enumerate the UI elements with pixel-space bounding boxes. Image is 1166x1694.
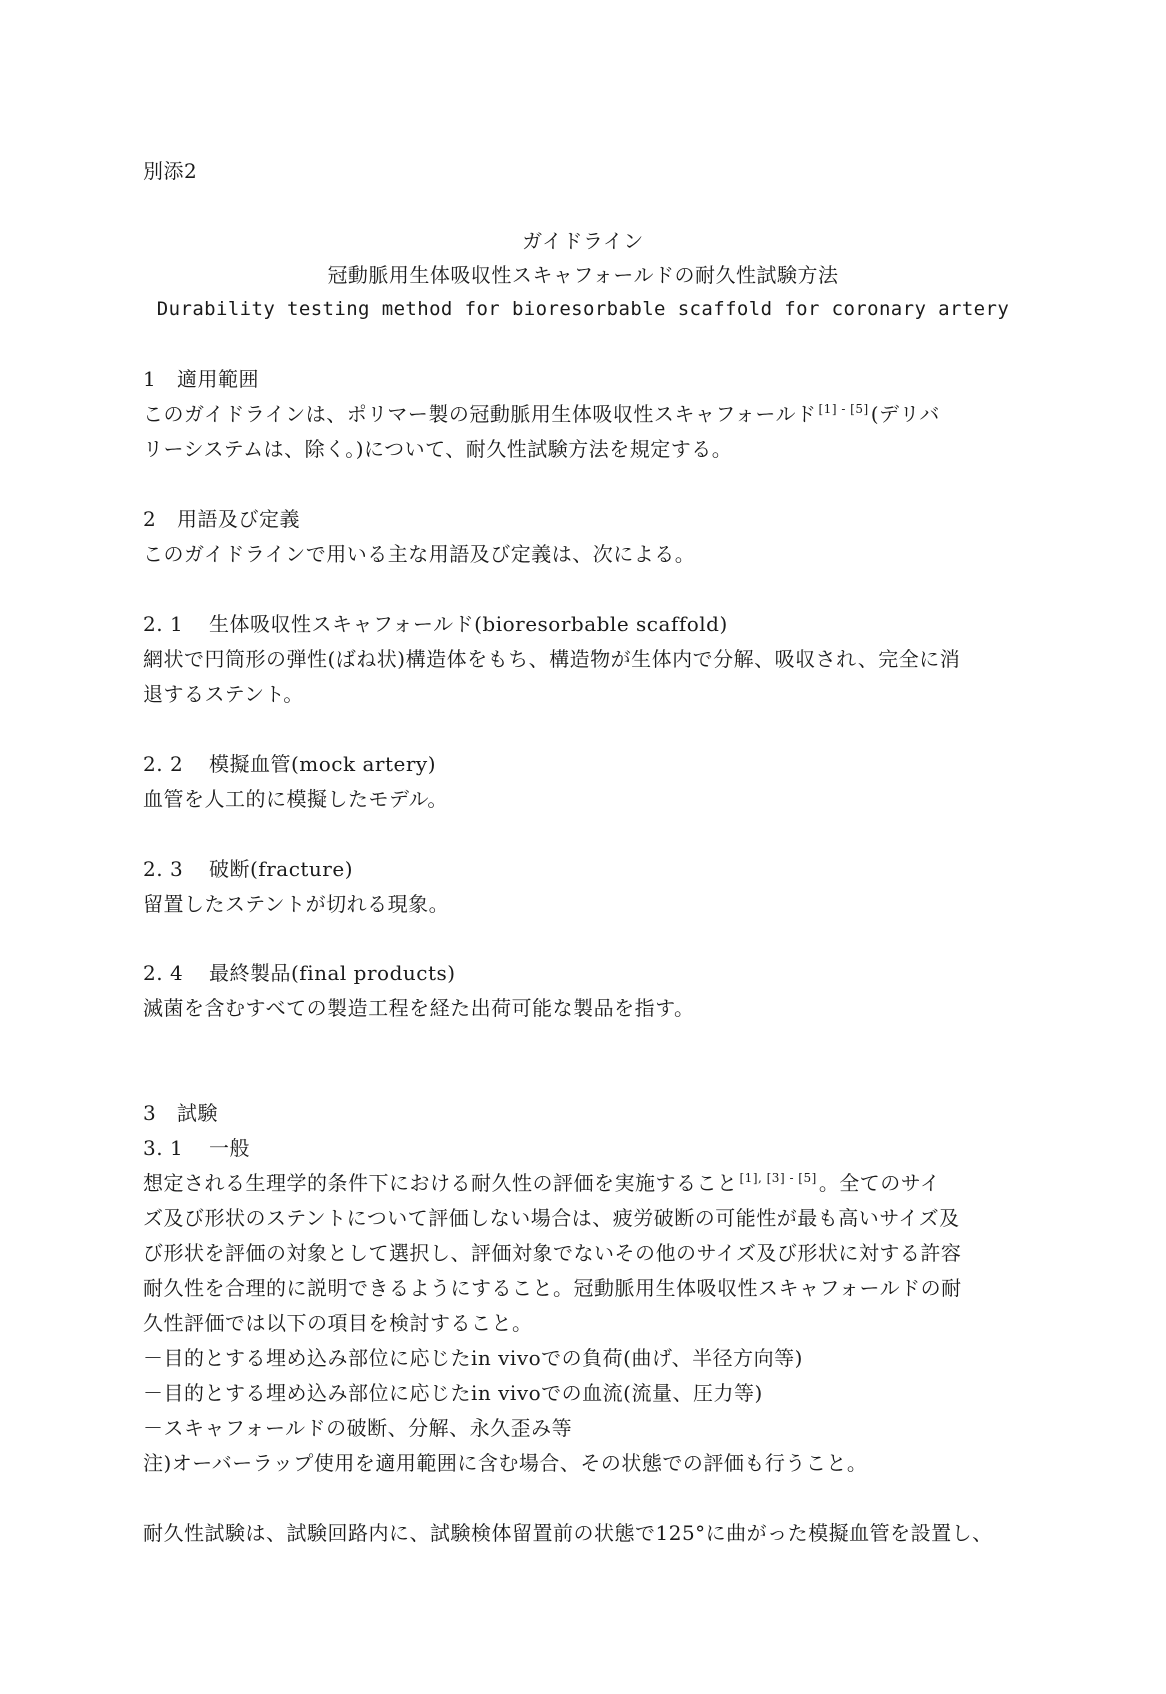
section-title: 試験 [177, 1101, 218, 1125]
subsection-title: 一般 [209, 1136, 250, 1160]
term-number: 2. 1 [143, 612, 184, 636]
section-number: 3 [143, 1101, 157, 1125]
subsection-number: 3. 1 [143, 1136, 184, 1160]
term-number: 2. 4 [143, 961, 184, 985]
paragraph-line [143, 401, 940, 427]
term-title: 破断(fracture) [209, 857, 354, 881]
term-definition: 網状で円筒形の弾性(ばね状)構造体をもち、構造物が生体内で分解、吸収され、完全に消 [143, 647, 961, 671]
term-definition: 留置したステントが切れる現象。 [143, 892, 450, 916]
term-definition: 退するステント。 [143, 682, 304, 706]
section-number: 2 [143, 507, 157, 531]
section-title: 用語及び定義 [177, 507, 300, 531]
section-2-heading [143, 506, 300, 532]
term-heading [143, 611, 728, 637]
attachment-label: 別添2 [143, 159, 198, 183]
term-number: 2. 2 [143, 752, 184, 776]
subsection-heading [143, 1135, 250, 1161]
term-title: 生体吸収性スキャフォールド(bioresorbable scaffold) [209, 612, 728, 636]
paragraph-line: 耐久性試験は、試験回路内に、試験検体留置前の状態で125°に曲がった模擬血管を設置し、 [143, 1521, 993, 1545]
paragraph-line: このガイドラインで用いる主な用語及び定義は、次による。 [143, 542, 696, 566]
text: 。全てのサイ [818, 1171, 941, 1195]
term-definition: 滅菌を含むすべての製造工程を経た出荷可能な製品を指す。 [143, 996, 695, 1020]
note: 注)オーバーラップ使用を適用範囲に含む場合、その状態での評価も行うこと。 [143, 1451, 868, 1475]
paragraph-line: 耐久性を合理的に説明できるようにすること。冠動脈用生体吸収性スキャフォールドの耐 [143, 1276, 962, 1300]
section-title: 適用範囲 [177, 367, 259, 391]
text: このガイドラインは、ポリマー製の冠動脈用生体吸収性スキャフォールド [143, 402, 817, 426]
text: (デリバ [870, 402, 940, 426]
paragraph-line: び形状を評価の対象として選択し、評価対象でないその他のサイズ及び形状に対する許容 [143, 1241, 962, 1265]
term-heading [143, 751, 436, 777]
section-3-heading [143, 1100, 218, 1126]
paragraph-line [143, 1170, 940, 1196]
term-title: 模擬血管(mock artery) [209, 752, 437, 776]
term-title: 最終製品(final products) [209, 961, 456, 985]
term-heading [143, 960, 456, 986]
document-subtitle-en: Durability testing method for bioresorbable scaffold for coronary artery [156, 298, 1010, 320]
term-number: 2. 3 [143, 857, 184, 881]
term-heading [143, 856, 353, 882]
bullet-item: －目的とする埋め込み部位に応じたin vivoでの血流(流量、圧力等) [143, 1381, 763, 1405]
reference-citation: [1], [3] - [5] [739, 1171, 817, 1185]
bullet-item: －目的とする埋め込み部位に応じたin vivoでの負荷(曲げ、半径方向等) [143, 1346, 803, 1370]
paragraph-line: 久性評価では以下の項目を検討すること。 [143, 1311, 533, 1335]
reference-citation: [1] - [5] [818, 402, 869, 416]
section-1-heading [143, 366, 259, 392]
text: 想定される生理学的条件下における耐久性の評価を実施すること [143, 1171, 738, 1195]
section-number: 1 [143, 367, 157, 391]
paragraph-line: リーシステムは、除く。)について、耐久性試験方法を規定する。 [143, 437, 733, 461]
document-title: ガイドライン [522, 229, 644, 253]
term-definition: 血管を人工的に模擬したモデル。 [143, 787, 448, 811]
bullet-item: －スキャフォールドの破断、分解、永久歪み等 [143, 1416, 573, 1440]
document-subtitle-ja: 冠動脈用生体吸収性スキャフォールドの耐久性試験方法 [327, 263, 839, 287]
paragraph-line: ズ及び形状のステントについて評価しない場合は、疲労破断の可能性が最も高いサイズ及 [143, 1206, 960, 1230]
